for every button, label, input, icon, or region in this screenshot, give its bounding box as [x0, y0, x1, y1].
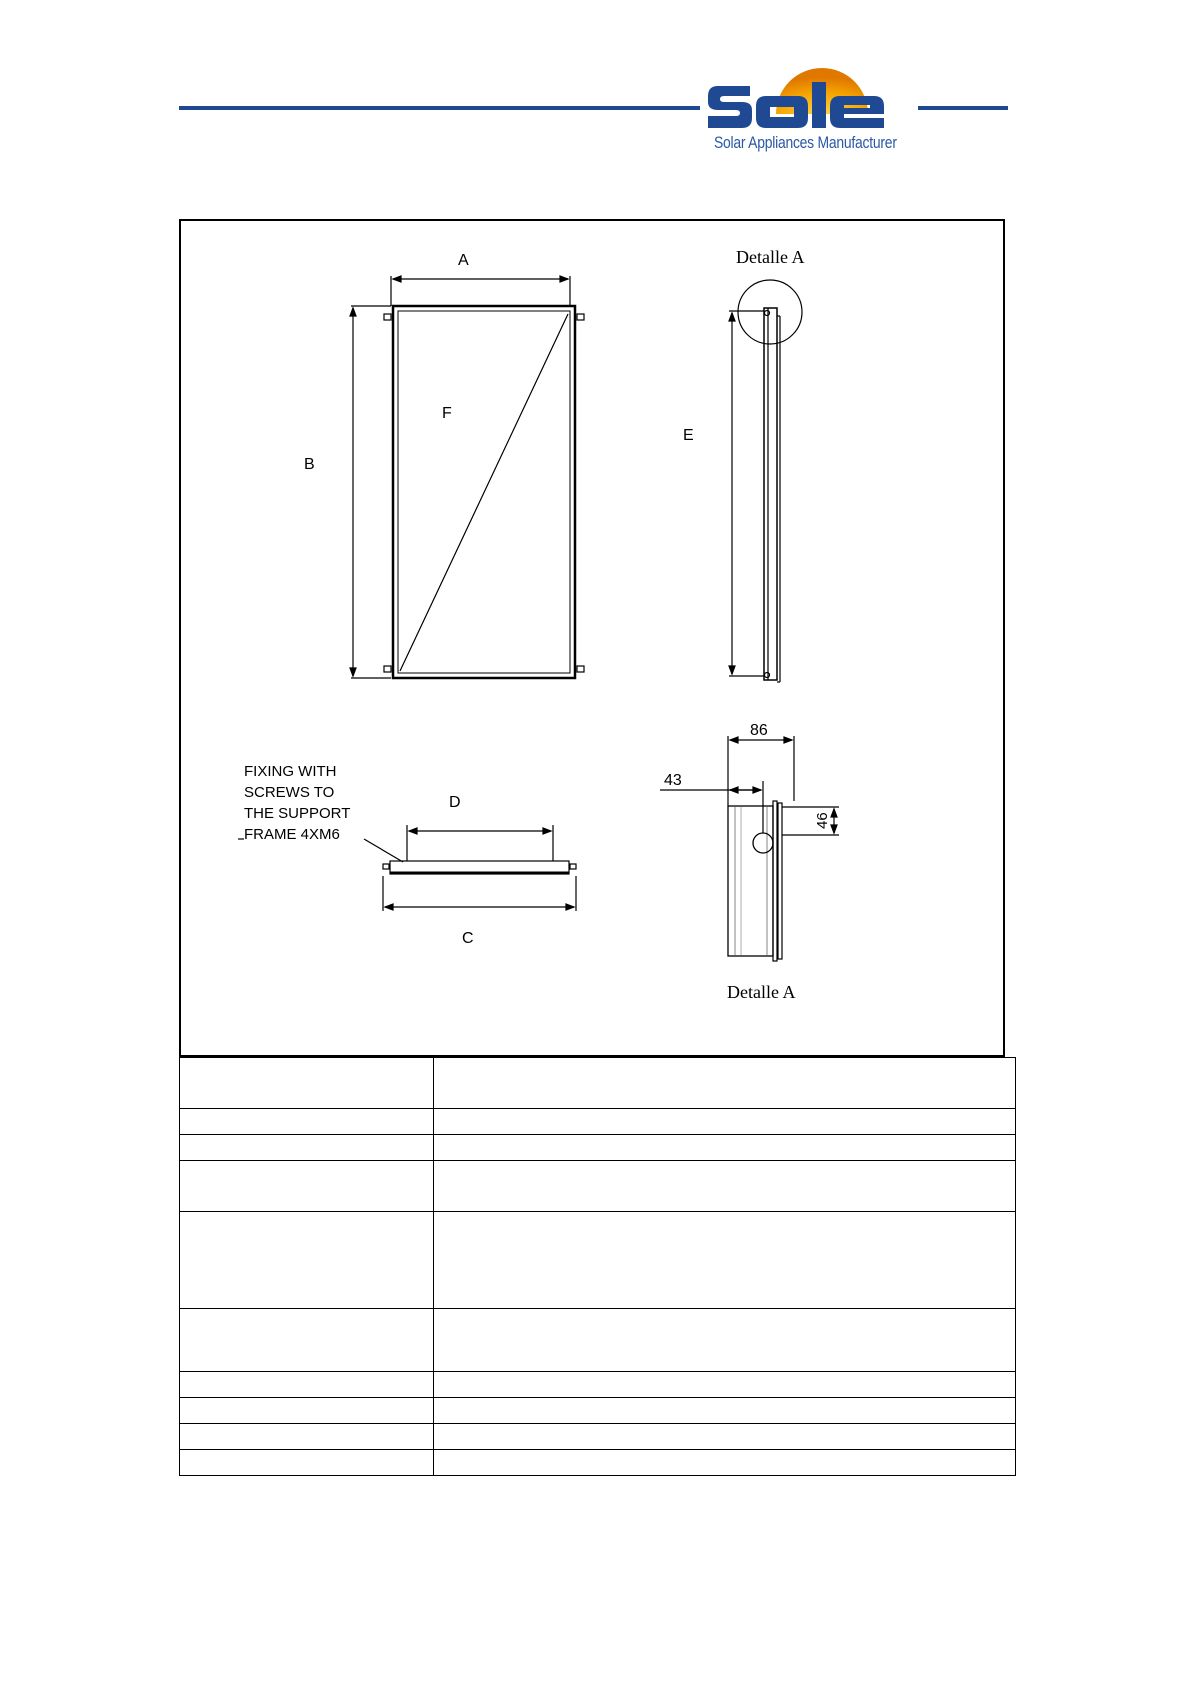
table-cell-label — [180, 1450, 434, 1476]
detail-a-title-bottom: Detalle A — [727, 982, 796, 1002]
fixing-note-line-3: THE SUPPORT — [244, 805, 351, 822]
table-cell-label — [180, 1135, 434, 1161]
technical-drawing — [179, 219, 1005, 1057]
label-c: C — [462, 930, 474, 947]
dimension-46-text: 46 — [814, 812, 831, 829]
dimension-43-text: 43 — [664, 772, 682, 789]
table-cell-value — [434, 1372, 1016, 1398]
table-cell-value — [434, 1424, 1016, 1450]
table-row — [180, 1309, 1016, 1372]
table-cell-label — [180, 1058, 434, 1109]
table-cell-label — [180, 1309, 434, 1372]
table-cell-value — [434, 1058, 1016, 1109]
drawing-canvas — [181, 221, 1007, 1059]
table-cell-value — [434, 1135, 1016, 1161]
detail-a-pipe — [753, 833, 773, 853]
fixing-note-line-4: FRAME 4XM6 — [244, 826, 340, 843]
panel-diagonal — [400, 314, 568, 671]
table-cell-label — [180, 1398, 434, 1424]
detail-a-title-top: Detalle A — [736, 247, 805, 267]
dimension-86-text: 86 — [750, 722, 768, 739]
label-d: D — [449, 794, 461, 811]
fixing-note-line-1: FIXING WITH — [244, 763, 337, 780]
label-e: E — [683, 427, 694, 444]
table-cell-label — [180, 1109, 434, 1135]
table-cell-label — [180, 1161, 434, 1212]
table-cell-label — [180, 1212, 434, 1309]
table-cell-label — [180, 1372, 434, 1398]
panel-side-view — [764, 308, 777, 680]
table-row — [180, 1109, 1016, 1135]
table-cell-value — [434, 1109, 1016, 1135]
table-cell-value — [434, 1212, 1016, 1309]
table-row — [180, 1161, 1016, 1212]
table-cell-value — [434, 1398, 1016, 1424]
table-cell-value — [434, 1161, 1016, 1212]
table-row — [180, 1058, 1016, 1109]
label-a: A — [458, 252, 469, 269]
table-row — [180, 1398, 1016, 1424]
fixing-note-line-2: SCREWS TO — [244, 784, 335, 801]
header-rule-left — [179, 106, 700, 110]
label-b: B — [304, 456, 315, 473]
logo-tagline: Solar Appliances Manufacturer — [714, 133, 897, 152]
label-f: F — [442, 405, 452, 422]
table-cell-value — [434, 1309, 1016, 1372]
table-row — [180, 1424, 1016, 1450]
detail-a-circle — [738, 280, 802, 344]
table-row — [180, 1135, 1016, 1161]
table-cell-label — [180, 1424, 434, 1450]
spec-table — [179, 1057, 1016, 1476]
table-cell-value — [434, 1450, 1016, 1476]
header-rule-right — [918, 106, 1008, 110]
table-row — [180, 1212, 1016, 1309]
table-row — [180, 1450, 1016, 1476]
table-row — [180, 1372, 1016, 1398]
